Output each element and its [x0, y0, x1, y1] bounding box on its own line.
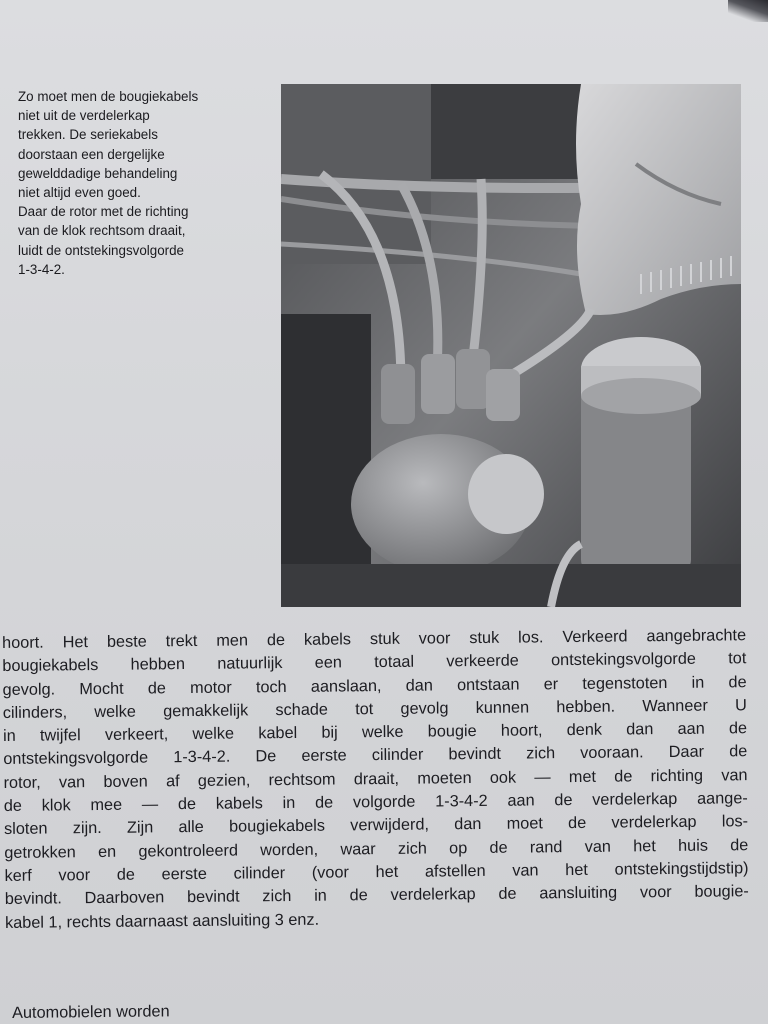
caption-line: luidt de ontstekingsvolgorde — [18, 242, 185, 258]
next-paragraph-partial: Automobielen worden — [12, 1002, 170, 1022]
body-line: bougiekabels hebben natuurlijk een totaal verkeerde ontstekingsvolgorde tot — [2, 649, 747, 676]
engine-photo-illustration — [281, 84, 741, 607]
body-line: de klok mee — de kabels in de volgorde 1-3-4-2 aan de verdelerkap aange- — [3, 789, 748, 816]
body-line: bevindt. Daarboven bevindt zich in de verdelerkap de aansluiting voor bougie- — [4, 882, 749, 909]
caption-line: trekken. De seriekabels — [18, 127, 158, 143]
caption-line: van de klok rechtsom draait, — [18, 223, 186, 239]
body-line: kabel 1, rechts daarnaast aansluiting 3 enz. — [4, 910, 320, 932]
body-line: in twijfel verkeert, welke kabel bij welke bougie hoort, denk dan aan de — [2, 719, 748, 746]
caption-line: niet altijd even goed. — [18, 185, 141, 201]
caption-line: gewelddadige behandeling — [18, 165, 178, 181]
body-line: getrokken en gekontroleerd worden, waar zich op de rand van het huis de — [4, 835, 749, 862]
caption-line: 1-3-4-2. — [18, 261, 65, 277]
body-line: hoort. Het beste trekt men de kabels stuk voor stuk los. Verkeerd aangebrachte — [2, 626, 747, 652]
body-paragraph — [2, 624, 749, 935]
body-line: sloten zijn. Zijn alle bougiekabels verwijderd, dan moet de verdelerkap los- — [3, 812, 749, 839]
engine-distributor-photo — [281, 84, 741, 607]
caption-line: Daar de rotor met de richting — [18, 204, 189, 220]
caption-line: Zo moet men de bougiekabels — [18, 89, 199, 104]
photo-caption — [18, 87, 280, 279]
page-corner-shadow — [728, 0, 768, 22]
body-line: kerf voor de eerste cilinder (voor het afstellen van het ontstekingstijdstip) — [4, 859, 749, 885]
body-line: gevolg. Mocht de motor toch aanslaan, dan ontstaan er tegenstoten in de — [2, 672, 747, 699]
caption-line: niet uit de verdelerkap — [18, 108, 150, 124]
body-line: ontstekingsvolgorde 1-3-4-2. De eerste cilinder bevindt zich vooraan. Daar de — [3, 742, 748, 769]
body-line: rotor, van boven af gezien, rechtsom draait, moeten ook — met de richting van — [3, 765, 748, 792]
body-line: cilinders, welke gemakkelijk schade tot gevolg kunnen hebben. Wanneer U — [2, 696, 747, 722]
caption-line: doorstaan een dergelijke — [18, 146, 165, 162]
